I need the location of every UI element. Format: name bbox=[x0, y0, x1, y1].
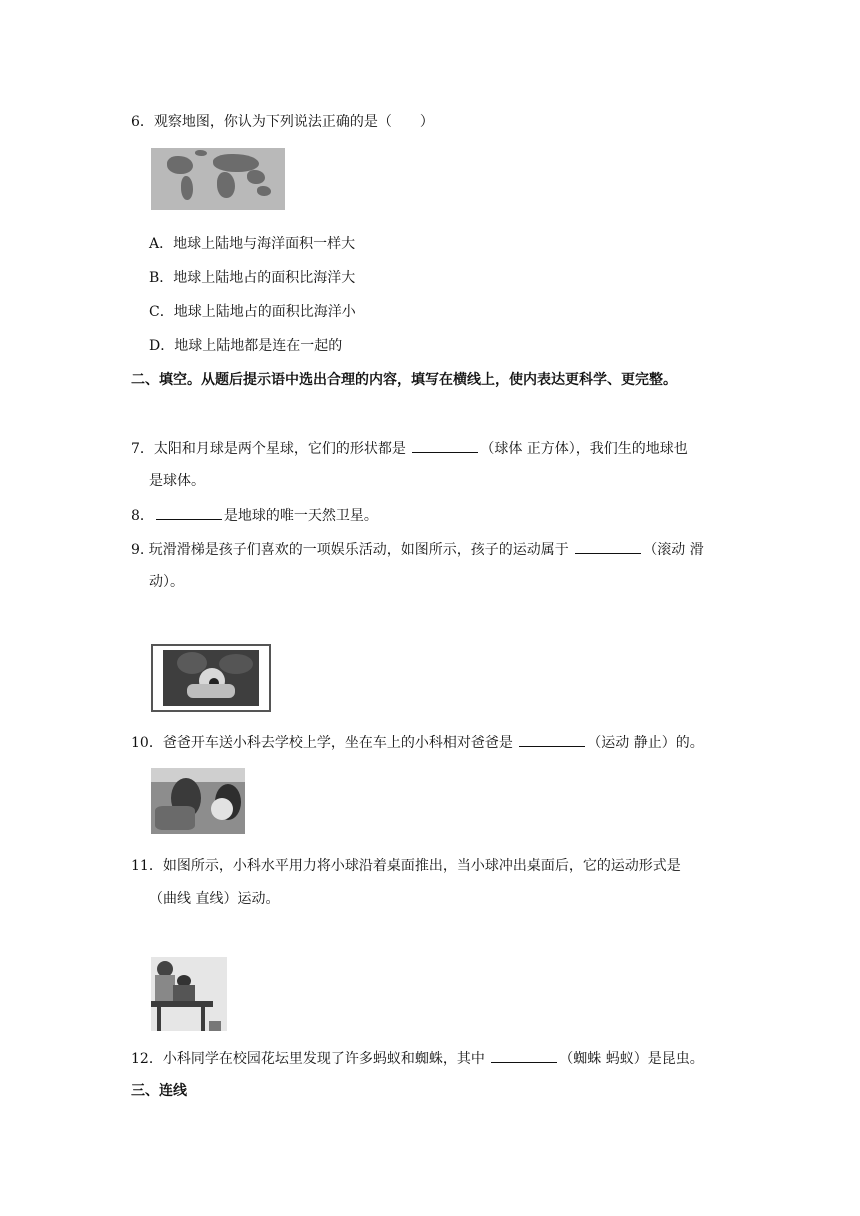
car-photo bbox=[151, 768, 245, 834]
q10-text-before: 10．爸爸开车送小科去学校上学，坐在车上的小科相对爸爸是 bbox=[131, 735, 518, 751]
q9-line-1 bbox=[131, 539, 704, 560]
q7-answer-blank[interactable] bbox=[412, 438, 478, 453]
q9-line-2: 动）。 bbox=[149, 574, 184, 590]
q10-text-after: （运动 静止）的。 bbox=[587, 735, 704, 751]
q6-option-b: B．地球上陆地占的面积比海洋大 bbox=[149, 270, 356, 286]
q7-text-after: （球体 正方体），我们生的地球也 bbox=[480, 441, 688, 457]
q8-text-after: 是地球的唯一天然卫星。 bbox=[223, 508, 378, 524]
q6-option-c: C．地球上陆地占的面积比海洋小 bbox=[149, 304, 356, 320]
slide-photo bbox=[151, 644, 271, 712]
section-2-heading: 二、填空。从题后提示语中选出合理的内容，填写在横线上，使内表达更科学、更完整。 bbox=[131, 372, 677, 388]
q6-option-a: A．地球上陆地与海洋面积一样大 bbox=[149, 236, 356, 252]
q9-text-after: （滚动 滑 bbox=[643, 542, 704, 558]
q6-stem: 6．观察地图，你认为下列说法正确的是（ ） bbox=[131, 114, 434, 130]
section-3-heading: 三、连线 bbox=[131, 1083, 187, 1099]
q7-text-before: 7．太阳和月球是两个星球，它们的形状都是 bbox=[131, 441, 411, 457]
table-photo bbox=[151, 957, 227, 1031]
q8-answer-blank[interactable] bbox=[156, 505, 222, 520]
q9-text-before: 9. 玩滑滑梯是孩子们喜欢的一项娱乐活动，如图所示，孩子的运动属于 bbox=[131, 542, 574, 558]
q7-line-2: 是球体。 bbox=[149, 473, 205, 489]
q12-line bbox=[131, 1048, 704, 1069]
q12-text-before: 12．小科同学在校园花坛里发现了许多蚂蚁和蜘蛛，其中 bbox=[131, 1051, 490, 1067]
q12-text-after: （蜘蛛 蚂蚁）是昆虫。 bbox=[559, 1051, 704, 1067]
q7-line-1 bbox=[131, 438, 688, 459]
q10-line bbox=[131, 732, 704, 753]
q10-answer-blank[interactable] bbox=[519, 732, 585, 747]
q11-line-1: 11．如图所示，小科水平用力将小球沿着桌面推出，当小球冲出桌面后，它的运动形式是 bbox=[131, 858, 681, 874]
q11-line-2: （曲线 直线）运动。 bbox=[149, 891, 280, 907]
q9-answer-blank[interactable] bbox=[575, 539, 641, 554]
q8-number: 8． bbox=[131, 508, 154, 524]
world-map-image bbox=[151, 148, 285, 210]
q12-answer-blank[interactable] bbox=[491, 1048, 557, 1063]
q6-option-d: D．地球上陆地都是连在一起的 bbox=[149, 338, 343, 354]
q8-line bbox=[131, 505, 378, 526]
